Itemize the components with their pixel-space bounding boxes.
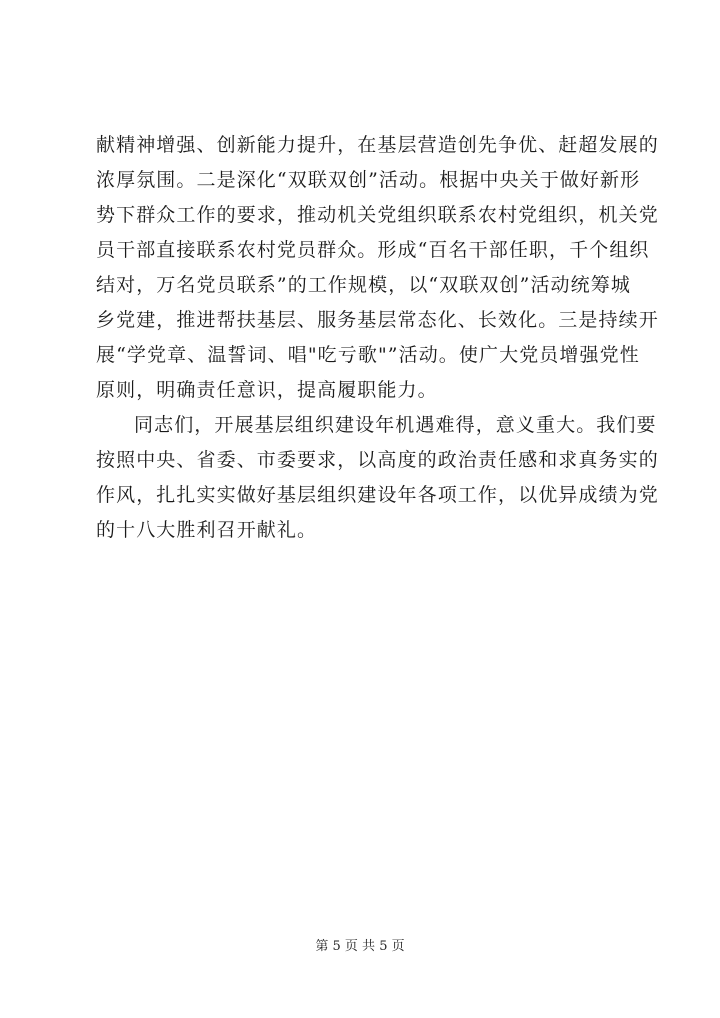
text-line: 员干部直接联系农村党员群众。形成“百名干部任职，千个组织	[96, 239, 650, 261]
text-line: 展“学党章、温誓词、唱"吃亏歌"”活动。使广大党员增强党性	[96, 344, 640, 366]
paragraph-1	[96, 128, 659, 408]
text-line: 乡党建，推进帮扶基层、服务基层常态化、长效化。三是持续开	[96, 309, 659, 331]
body-text	[96, 128, 659, 548]
text-line: 原则，明确责任意识，提高履职能力。	[96, 379, 438, 401]
text-line: 的十八大胜利召开献礼。	[96, 519, 318, 541]
text-line: 势下群众工作的要求，推动机关党组织联系农村党组织，机关党	[96, 204, 659, 226]
text-line: 结对，万名党员联系”的工作规模，以“双联双创”活动统筹城	[96, 274, 631, 296]
text-line: 按照中央、省委、市委要求，以高度的政治责任感和求真务实的	[96, 449, 659, 471]
page-number-footer: 第 5 页 共 5 页	[315, 939, 405, 954]
paragraph-2	[96, 408, 659, 548]
text-line: 同志们，开展基层组织建设年机遇难得，意义重大。我们要	[134, 414, 657, 436]
text-line: 浓厚氛围。二是深化“双联双创”活动。根据中央关于做好新形	[96, 169, 641, 191]
text-line: 献精神增强、创新能力提升，在基层营造创先争优、赶超发展的	[96, 134, 659, 156]
text-line: 作风，扎扎实实做好基层组织建设年各项工作，以优异成绩为党	[96, 484, 659, 506]
